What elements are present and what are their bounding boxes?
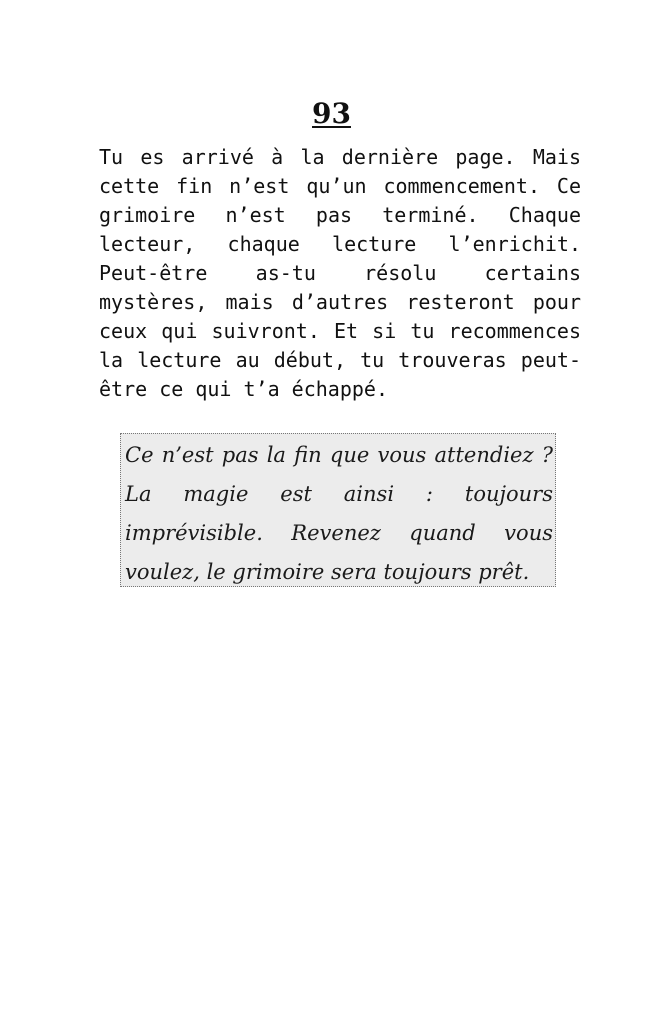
note-text: Ce n’est pas la fin que vous attendiez ? La magie est ainsi : toujours imprévisible. Revenez quand vous voulez, le grimoire sera toujours prêt. [125,443,553,584]
page-number: 93 [312,97,351,130]
note-box [120,433,556,587]
page-paragraph: Tu es arrivé à la dernière page. Mais cette fin n’est qu’un commencement. Ce grimoire n’est pas terminé. Chaque lecteur, chaque lecture l’enrichit. Peut-être as-tu résolu certains mystères, mais d’autres resteront pour ceux qui suivront. Et si tu recommences la lecture au début, tu trouveras peut-être ce qui t’a échappé. [99,145,581,401]
